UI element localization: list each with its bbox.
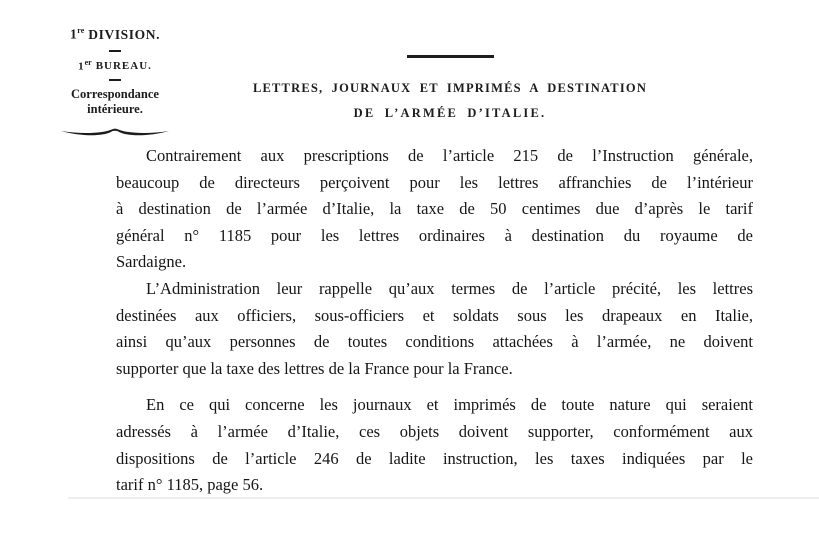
paragraph-1 xyxy=(116,143,753,276)
division-number: 1 xyxy=(69,26,78,42)
bureau-ordinal-suffix: er xyxy=(84,57,92,67)
text-line: destinées aux officiers, sous-officiers et soldats sous les drapeaux en Italie, xyxy=(116,305,753,325)
division-ordinal-suffix: re xyxy=(77,26,85,35)
text-line: adressés à l’armée d’Italie, ces objets doivent supporter, conformément aux xyxy=(116,421,753,441)
paragraph-2 xyxy=(116,276,753,382)
letterhead xyxy=(56,26,174,144)
text-line: En ce qui concerne les journaux et imprimés de toute nature qui seraient xyxy=(146,395,753,415)
title-line2: DE L’ARMÉE D’ITALIE. xyxy=(353,106,547,120)
text-line: L’Administration leur rappelle qu’aux termes de l’article précité, les lettres xyxy=(146,278,753,298)
title-line1: LETTRES, JOURNAUX ET IMPRIMÉS A DESTINATION xyxy=(252,81,648,95)
bureau-number: 1 xyxy=(78,60,85,73)
text-line: à destination de l’armée d’Italie, la taxe de 50 centimes due d’après le tarif xyxy=(116,199,753,219)
document-heading xyxy=(230,55,670,121)
service-name xyxy=(56,87,174,116)
service-name-line2: intérieure. xyxy=(87,101,143,116)
separator-dash xyxy=(109,50,121,52)
bureau-heading xyxy=(56,58,174,73)
text-line: Sardaigne. xyxy=(116,252,187,272)
body-text xyxy=(116,143,753,499)
heading-rule xyxy=(407,55,494,58)
text-line: beaucoup de directeurs perçoivent pour les lettres affranchies de l’intérieur xyxy=(116,172,753,192)
text-line: général n° 1185 pour les lettres ordinaires à destination du royaume de xyxy=(116,225,753,245)
text-line: tarif n° 1185, page 56. xyxy=(116,475,264,495)
service-name-line1: Correspondance xyxy=(71,87,159,102)
text-line: ainsi qu’aux personnes de toutes conditions attachées à l’armée, ne doivent xyxy=(116,332,753,352)
scan-artifact-line xyxy=(68,497,819,499)
text-line: dispositions de l’article 246 de ladite instruction, les taxes indiquées par le xyxy=(116,448,753,468)
flourish-swash xyxy=(56,123,174,144)
text-line: supporter que la taxe des lettres de la France pour la France. xyxy=(116,358,513,378)
text-line: Contrairement aux prescriptions de l’article 215 de l’Instruction générale, xyxy=(146,146,753,165)
separator-dash xyxy=(109,79,121,81)
bureau-label: BUREAU. xyxy=(95,60,152,73)
paragraph-3 xyxy=(116,392,753,498)
division-heading xyxy=(56,26,174,43)
division-label: DIVISION. xyxy=(88,26,161,42)
